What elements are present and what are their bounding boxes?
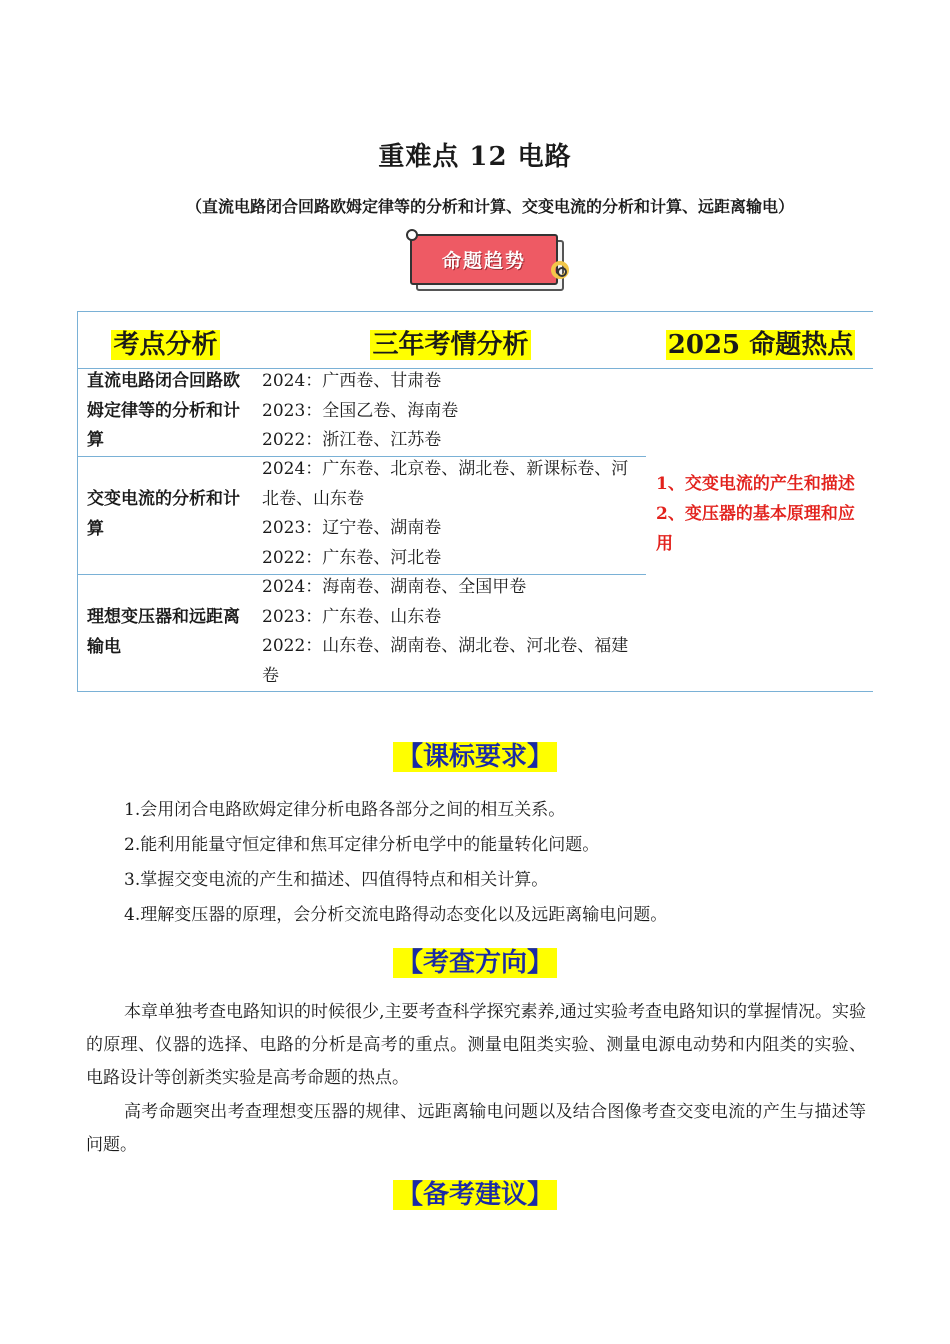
table-header-row — [78, 312, 873, 369]
hot-point-2: 2、变压器的基本原理和应用 — [656, 504, 855, 554]
row-2-topic: 交变电流的分析和计算 — [87, 489, 240, 539]
ring-icon — [551, 261, 569, 279]
table-row: 2023：全国乙卷、海南卷 — [262, 400, 459, 421]
table-row: 2022：山东卷、湖南卷、湖北卷、河北卷、福建卷 — [262, 636, 629, 686]
pin-icon — [406, 229, 418, 241]
table-row: 2024：广西卷、甘肃卷 — [262, 371, 442, 391]
exam-analysis-table — [77, 311, 873, 692]
table-row: 2022：浙江卷、江苏卷 — [262, 430, 442, 450]
list-item: 4.理解变压器的原理，会分析交流电路得动态变化以及远距离输电问题。 — [124, 905, 668, 925]
badge-label: 命题趋势 — [410, 234, 558, 285]
table-row: 2023：广东卷、山东卷 — [262, 606, 442, 627]
list-item: 1.会用闭合电路欧姆定律分析电路各部分之间的相互关系。 — [124, 800, 566, 820]
curriculum-heading: 【课标要求】 — [0, 736, 950, 773]
table-row: 2023：辽宁卷、湖南卷 — [262, 518, 442, 538]
row-1-years — [262, 367, 642, 456]
header-years: 三年考情分析 — [372, 330, 529, 360]
trend-badge — [406, 231, 570, 291]
table-row: 2024：广东卷、北京卷、湖北卷、新课标卷、河北卷、山东卷 — [262, 459, 629, 509]
row-2-years — [262, 455, 642, 573]
page-subtitle: （直流电路闭合回路欧姆定律等的分析和计算、交变电流的分析和计算、远距离输电） — [185, 197, 794, 216]
table-row: 2024：海南卷、湖南卷、全国甲卷 — [262, 577, 527, 597]
list-item: 3.掌握交变电流的产生和描述、四值得特点和相关计算。 — [124, 870, 549, 890]
page-title: 重难点 12 电路 — [378, 142, 572, 172]
hot-point-1: 1、交变电流的产生和描述 — [656, 474, 855, 494]
row-3-topic: 理想变压器和远距离输电 — [87, 607, 240, 657]
list-item: 2.能利用能量守恒定律和焦耳定律分析电学中的能量转化问题。 — [124, 835, 600, 855]
header-topic: 考点分析 — [113, 330, 218, 360]
row-1-topic: 直流电路闭合回路欧姆定律等的分析和计算 — [87, 371, 240, 450]
direction-paragraph-1: 本章单独考查电路知识的时候很少,主要考查科学探究素养,通过实验考查电路知识的掌握情况。实验的原理、仪器的选择、电路的分析是高考的重点。测量电阻类实验、测量电源电动势和内阻类的实验、电路设计等创新类实验是高考命题的热点。 — [86, 1002, 866, 1088]
direction-heading: 【考查方向】 — [0, 942, 950, 979]
row-3-years — [262, 573, 642, 691]
header-hot: 2025 命题热点 — [667, 330, 854, 360]
advice-heading: 【备考建议】 — [0, 1174, 950, 1211]
hot-points — [656, 469, 866, 559]
table-row: 2022：广东卷、河北卷 — [262, 547, 442, 568]
direction-paragraph-2: 高考命题突出考查理想变压器的规律、远距离输电问题以及结合图像考查交变电流的产生与描述等问题。 — [86, 1102, 866, 1155]
